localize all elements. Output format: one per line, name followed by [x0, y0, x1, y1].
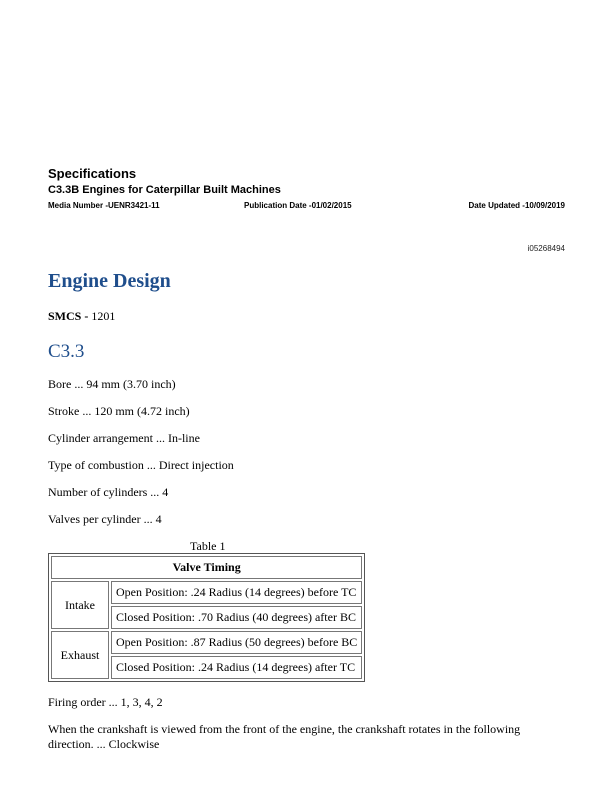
exhaust-label: Exhaust: [51, 631, 109, 679]
smcs-label: SMCS -: [48, 309, 89, 323]
smcs-line: [48, 309, 115, 324]
media-number: Media Number -UENR3421-11: [48, 201, 160, 210]
firing-order: Firing order ... 1, 3, 4, 2: [48, 695, 163, 709]
spec-cylinder-count: Number of cylinders ... 4: [48, 485, 169, 499]
table-caption: Table 1: [190, 539, 226, 553]
spec-cylinder-arrangement: Cylinder arrangement ... In-line: [48, 431, 200, 445]
section-title: Engine Design: [48, 270, 171, 292]
intake-label: Intake: [51, 581, 109, 629]
smcs-code: 1201: [91, 309, 116, 323]
document-title: Specifications: [48, 166, 137, 181]
spec-combustion-type: Type of combustion ... Direct injection: [48, 458, 234, 472]
exhaust-closed-position: Closed Position: .24 Radius (14 degrees) after TC: [111, 656, 362, 679]
table-header-row: [51, 556, 362, 579]
document-id: i05268494: [527, 244, 565, 253]
table-row: [51, 581, 362, 604]
date-updated: Date Updated -10/09/2019: [468, 201, 565, 210]
intake-closed-position: Closed Position: .70 Radius (40 degrees) after BC: [111, 606, 362, 629]
table-row: [51, 631, 362, 654]
publication-date: Publication Date -01/02/2015: [244, 201, 352, 210]
valve-timing-table: [48, 553, 365, 682]
spec-stroke: Stroke ... 120 mm (4.72 inch): [48, 404, 190, 418]
spec-valves-per-cylinder: Valves per cylinder ... 4: [48, 512, 162, 526]
document-subtitle: C3.3B Engines for Caterpillar Built Machines: [48, 184, 281, 196]
model-heading: C3.3: [48, 341, 85, 362]
table-title: Valve Timing: [51, 556, 362, 579]
spec-bore: Bore ... 94 mm (3.70 inch): [48, 377, 176, 391]
exhaust-open-position: Open Position: .87 Radius (50 degrees) before BC: [111, 631, 362, 654]
crankshaft-rotation: When the crankshaft is viewed from the front of the engine, the crankshaft rotates in the following direction. ... Clockwise: [48, 722, 521, 751]
intake-open-position: Open Position: .24 Radius (14 degrees) before TC: [111, 581, 362, 604]
